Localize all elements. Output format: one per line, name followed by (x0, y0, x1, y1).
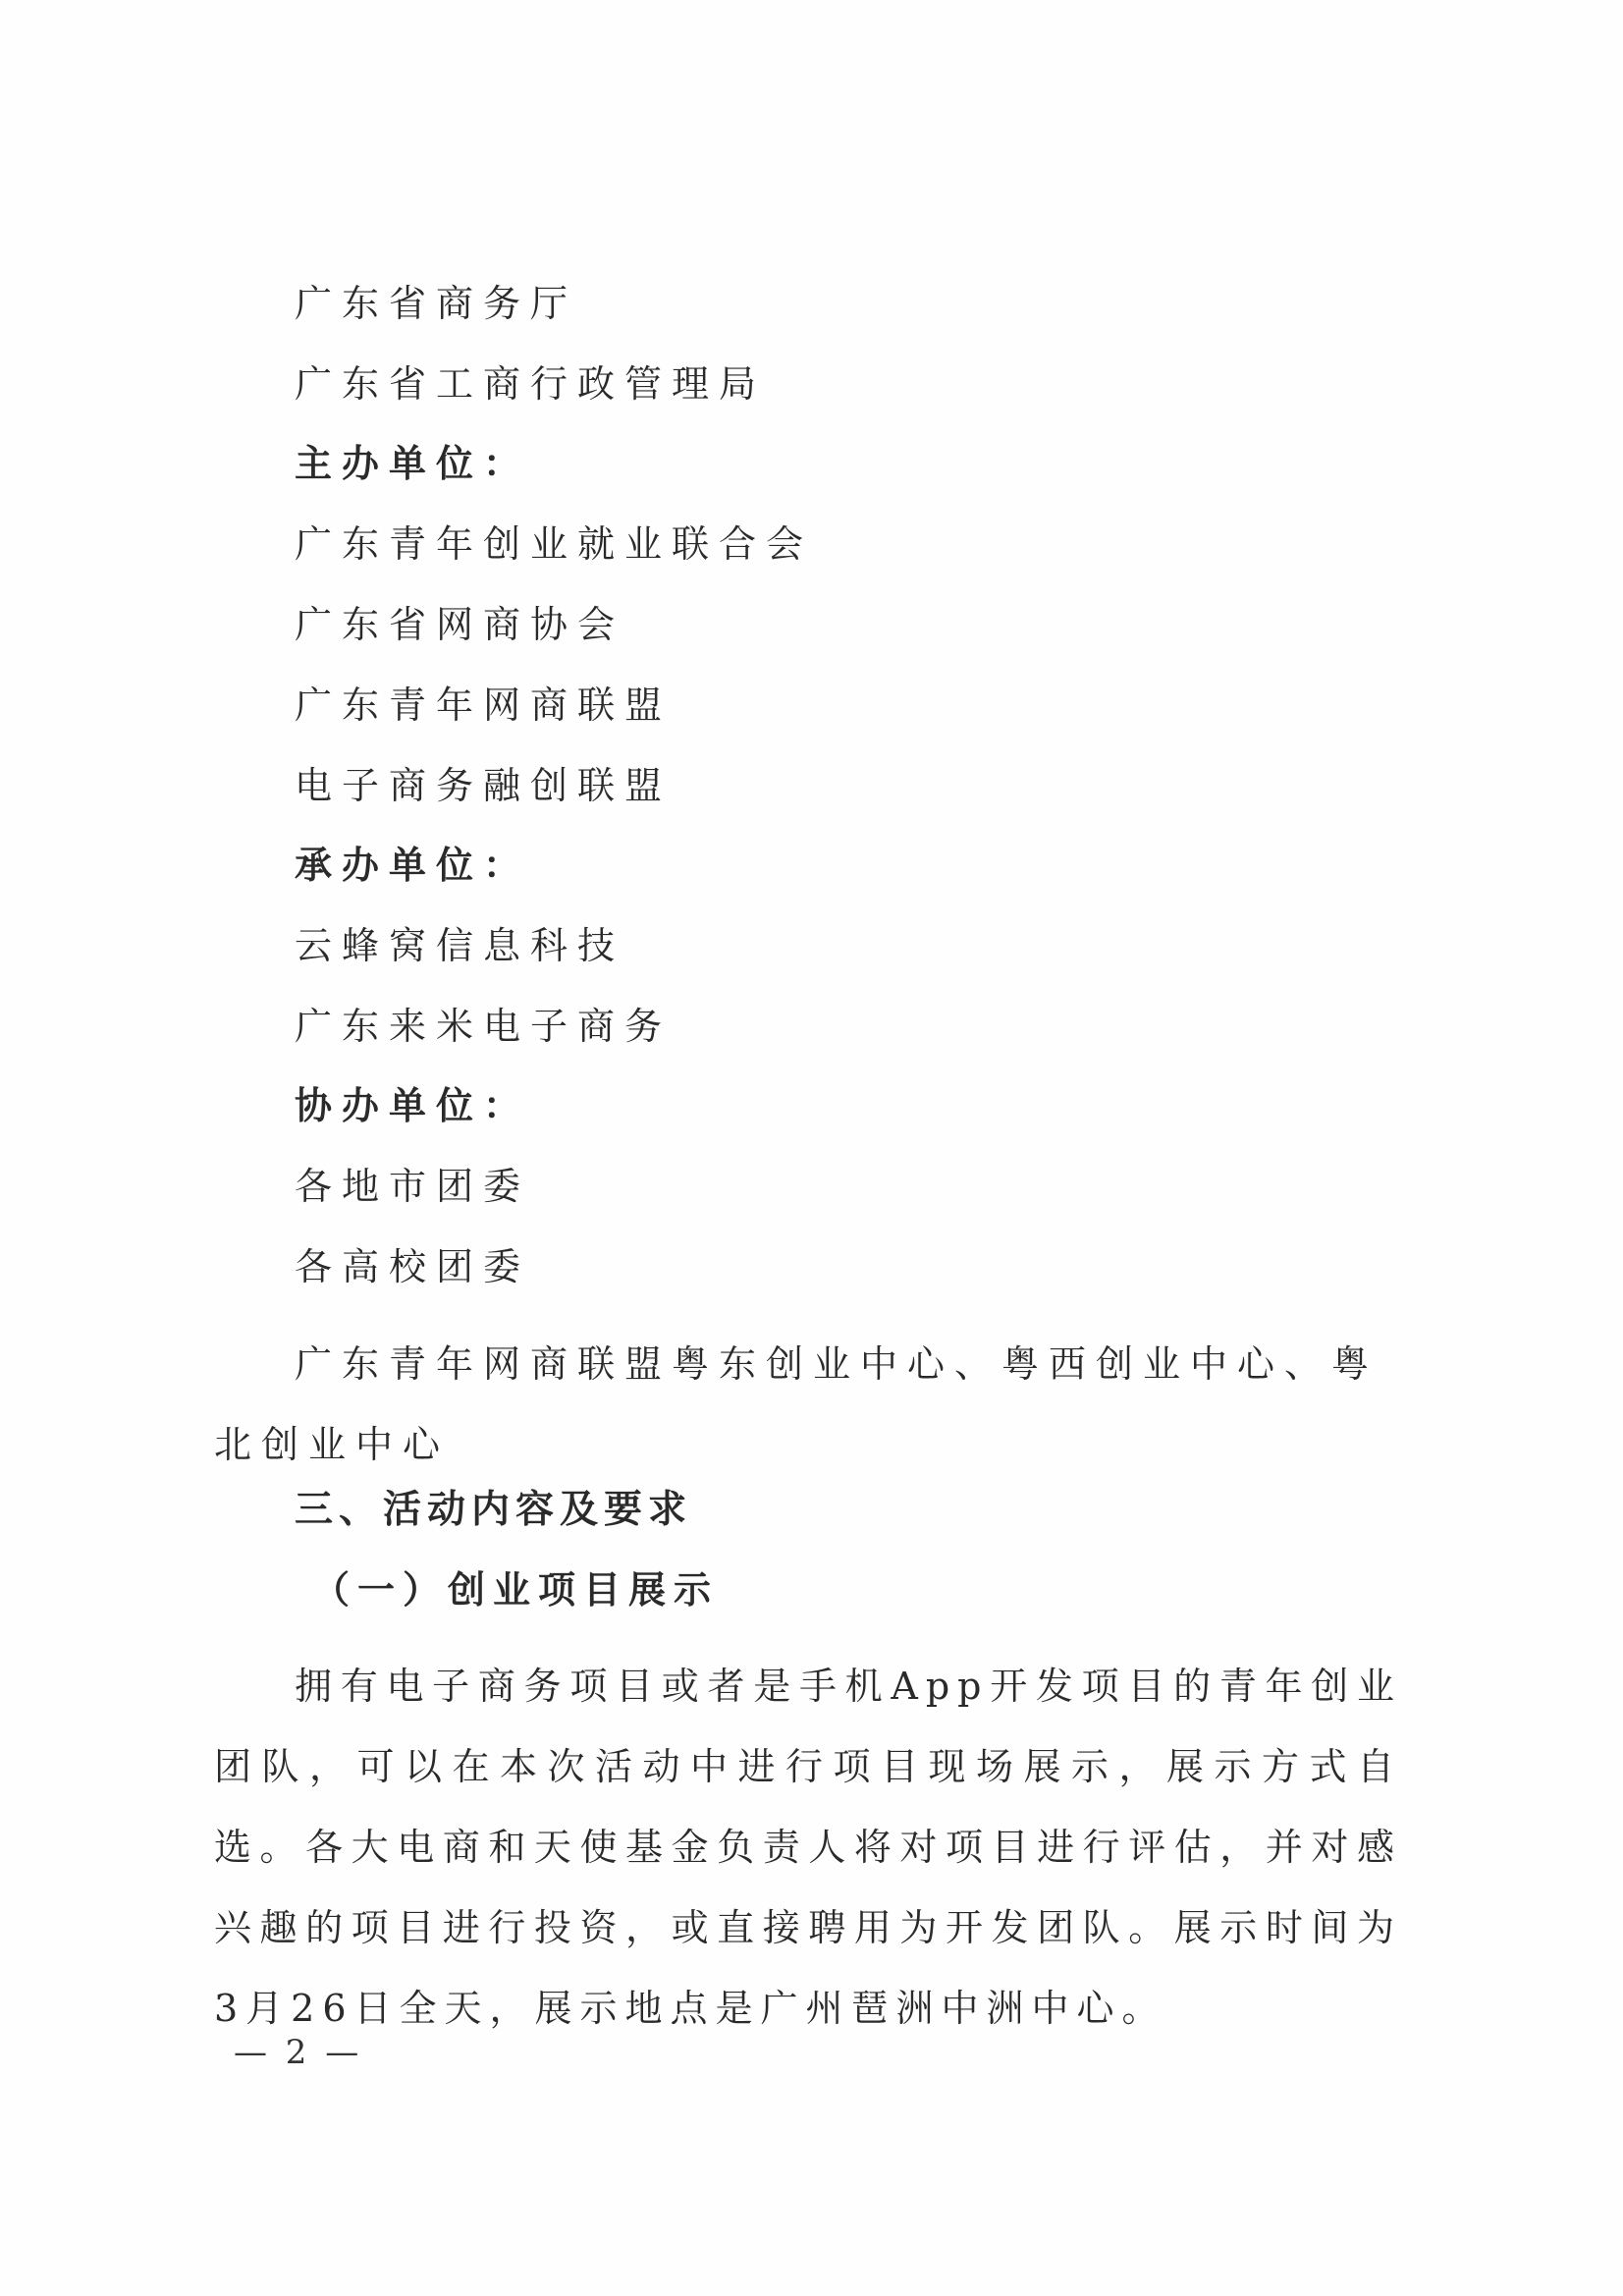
undertaker-unit-1: 云蜂窝信息科技 (295, 924, 625, 967)
supervising-unit-1: 广东省商务厅 (295, 282, 578, 325)
project-showcase-paragraph: 拥有电子商务项目或者是手机App开发项目的青年创业团队，可以在本次活动中进行项目现场展示，展示方式自选。各大电商和天使基金负责人将对项目进行评估，并对感兴趣的项目进行投资，或直接聘用为开发团队。展示时间为3月26日全天，展示地点是广州琶洲中洲中心。 (214, 1665, 1402, 2030)
host-unit-4: 电子商务融创联盟 (295, 764, 673, 807)
host-unit-2: 广东省网商协会 (295, 603, 625, 646)
undertaker-label: 承办单位： (295, 843, 531, 887)
co-organizer-unit-3: 广东青年网商联盟粤东创业中心、粤西创业中心、粤北创业中心 (214, 1342, 1380, 1466)
host-unit-3: 广东青年网商联盟 (295, 683, 673, 727)
host-label: 主办单位： (295, 441, 531, 485)
host-unit-1: 广东青年创业就业联合会 (295, 522, 814, 566)
page-number: — 2 — (234, 2033, 363, 2072)
co-organizer-unit-2: 各高校团委 (295, 1245, 531, 1288)
subsection-heading: （一）创业项目展示 (312, 1567, 720, 1612)
section-heading: 三、活动内容及要求 (295, 1487, 693, 1532)
undertaker-unit-2: 广东来米电子商务 (295, 1005, 673, 1048)
supervising-unit-2: 广东省工商行政管理局 (295, 362, 767, 406)
co-organizer-unit-1: 各地市团委 (295, 1165, 531, 1208)
co-organizer-label: 协办单位： (295, 1083, 531, 1127)
